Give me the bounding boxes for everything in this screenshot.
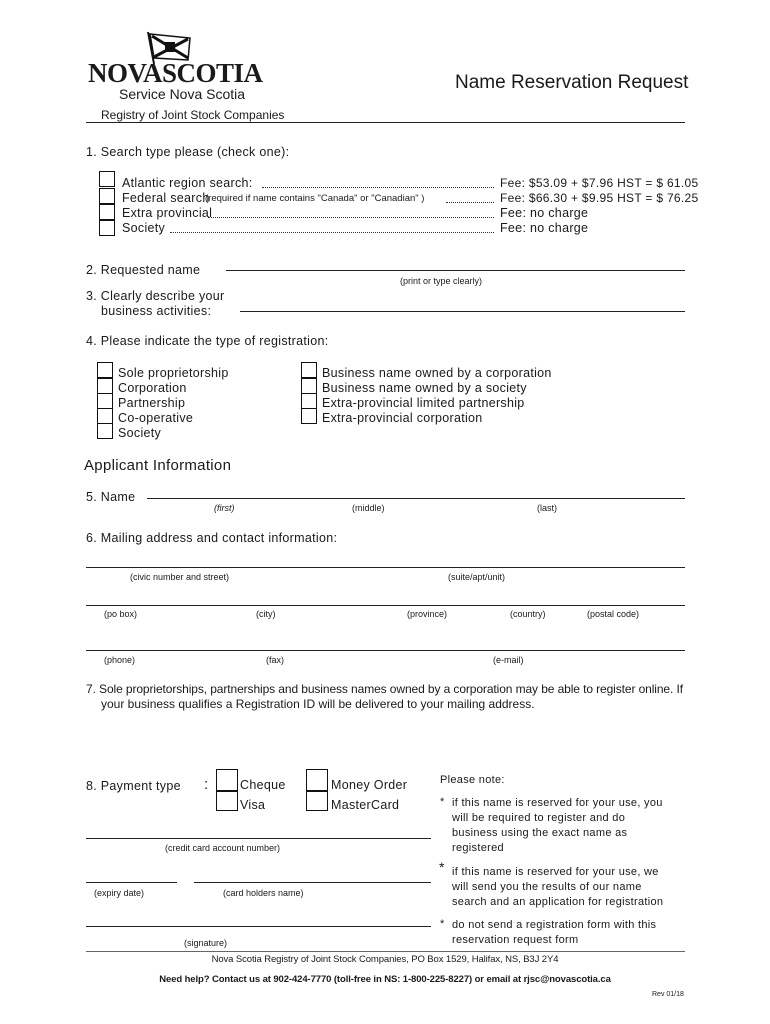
reg-type-partnership: Partnership [118, 396, 186, 410]
requested-name-hint: (print or type clearly) [400, 276, 483, 286]
phone-fax-email-field[interactable] [86, 650, 685, 651]
checkbox-money-order[interactable] [306, 769, 328, 791]
note-line: if this name is reserved for your use, you [452, 797, 663, 809]
fee-atlantic: Fee: $53.09 + $7.96 HST = $ 61.05 [500, 176, 699, 190]
province-label: (province) [407, 609, 448, 619]
name-first-label: (first) [214, 503, 235, 513]
leader-dots [446, 202, 494, 203]
reg-type-business-name-society: Business name owned by a society [322, 381, 527, 395]
q2-label: 2. Requested name [86, 263, 201, 277]
option-atlantic: Atlantic region search: [122, 176, 253, 190]
checkbox-federal[interactable] [99, 188, 115, 204]
checkbox-co-operative[interactable] [97, 408, 113, 424]
checkbox-sole-proprietorship[interactable] [97, 362, 113, 378]
leader-dots [208, 217, 494, 218]
email-label: (e-mail) [493, 655, 524, 665]
city-label: (city) [256, 609, 276, 619]
service-name: Service Nova Scotia [119, 86, 246, 102]
suite-label: (suite/apt/unit) [448, 572, 506, 582]
leader-dots [170, 232, 494, 233]
business-activities-field[interactable] [240, 311, 685, 312]
checkbox-atlantic[interactable] [99, 171, 115, 187]
note-line: search and an application for registration [452, 896, 664, 908]
footer-help: Need help? Contact us at 902-424-7770 (toll-free in NS: 1-800-225-8227) or email at rjsc@novascotia.ca [159, 974, 611, 985]
checkbox-partnership[interactable] [97, 393, 113, 409]
credit-card-number-field[interactable] [86, 838, 431, 839]
civic-address-field[interactable] [86, 567, 685, 568]
cc-number-label: (credit card account number) [165, 843, 281, 853]
note-line: registered [452, 842, 504, 854]
signature-field[interactable] [86, 926, 431, 927]
q7-line1: 7. Sole proprietorships, partnerships and business names owned by a corporation may be able to register online. If [86, 682, 683, 696]
note-bullet: * [440, 796, 445, 808]
requested-name-field[interactable] [226, 270, 685, 271]
checkbox-cheque[interactable] [216, 769, 238, 791]
registry-name: Registry of Joint Stock Companies [101, 108, 285, 122]
card-holder-name-field[interactable] [194, 882, 431, 883]
q3-label-line2: business activities: [101, 304, 212, 318]
civic-label: (civic number and street) [130, 572, 230, 582]
fax-label: (fax) [266, 655, 284, 665]
applicant-heading: Applicant Information [84, 457, 232, 474]
payment-mastercard: MasterCard [331, 798, 400, 812]
header-rule [86, 122, 685, 123]
name-middle-label: (middle) [352, 503, 385, 513]
expiry-label: (expiry date) [94, 888, 145, 898]
payment-cheque: Cheque [240, 778, 286, 792]
fee-society: Fee: no charge [500, 221, 589, 235]
leader-dots [262, 187, 494, 188]
note-line: reservation request form [452, 934, 579, 946]
q8-colon: : [204, 776, 209, 793]
checkbox-extra-provincial-corp[interactable] [301, 408, 317, 424]
reg-type-society: Society [118, 426, 162, 440]
footer-rule [86, 951, 685, 952]
checkbox-society[interactable] [97, 423, 113, 439]
footer-address: Nova Scotia Registry of Joint Stock Companies, PO Box 1529, Halifax, NS, B3J 2Y4 [211, 954, 559, 965]
expiry-date-field[interactable] [86, 882, 177, 883]
signature-label: (signature) [184, 938, 228, 948]
checkbox-business-name-society[interactable] [301, 378, 317, 394]
q4-label: 4. Please indicate the type of registration: [86, 334, 329, 348]
q8-label: 8. Payment type [86, 779, 181, 793]
payment-money-order: Money Order [331, 778, 408, 792]
reg-type-business-name-corporation: Business name owned by a corporation [322, 366, 552, 380]
q3-label-line1: 3. Clearly describe your [86, 289, 225, 303]
checkbox-business-name-corporation[interactable] [301, 362, 317, 378]
checkbox-extra-provincial[interactable] [99, 204, 115, 220]
note-line: will be required to register and do [452, 812, 626, 824]
note-line: do not send a registration form with this [452, 919, 657, 931]
phone-label: (phone) [104, 655, 136, 665]
q7-line2: your business qualifies a Registration ID will be delivered to your mailing address. [101, 697, 535, 711]
checkbox-mastercard[interactable] [306, 791, 328, 811]
postal-code-label: (postal code) [587, 609, 640, 619]
payment-visa: Visa [240, 798, 266, 812]
checkbox-visa[interactable] [216, 791, 238, 811]
country-label: (country) [510, 609, 546, 619]
note-line: if this name is reserved for your use, we [452, 866, 659, 878]
notes-heading: Please note: [440, 774, 505, 786]
po-box-city-field[interactable] [86, 605, 685, 606]
page-title: Name Reservation Request [455, 72, 689, 93]
logo-wordmark: NOVASCOTIA [88, 58, 263, 88]
reg-type-extra-provincial-corp: Extra-provincial corporation [322, 411, 483, 425]
note-line: will send you the results of our name [452, 881, 642, 893]
option-extra-provincial: Extra provincial [122, 206, 213, 220]
note-3 [452, 918, 656, 948]
option-society: Society [122, 221, 166, 235]
name-field[interactable] [147, 498, 685, 499]
name-last-label: (last) [537, 503, 557, 513]
po-box-label: (po box) [104, 609, 138, 619]
option-federal: Federal search [122, 191, 210, 205]
q5-label: 5. Name [86, 490, 136, 504]
federal-note: (required if name contains "Canada" or "Canadian" ) [205, 193, 425, 204]
revision: Rev 01/18 [652, 991, 684, 998]
reg-type-corporation: Corporation [118, 381, 187, 395]
note-bullet: * [439, 859, 445, 875]
reg-type-co-operative: Co-operative [118, 411, 194, 425]
reg-type-extra-provincial-lp: Extra-provincial limited partnership [322, 396, 525, 410]
checkbox-extra-provincial-lp[interactable] [301, 393, 317, 409]
fee-federal: Fee: $66.30 + $9.95 HST = $ 76.25 [500, 191, 699, 205]
holder-label: (card holders name) [223, 888, 304, 898]
note-bullet: * [440, 918, 445, 930]
checkbox-society-search[interactable] [99, 220, 115, 236]
reg-type-sole-proprietorship: Sole proprietorship [118, 366, 229, 380]
q6-label: 6. Mailing address and contact information: [86, 531, 338, 545]
note-2 [452, 865, 663, 910]
note-line: business using the exact name as [452, 827, 628, 839]
fee-extra-provincial: Fee: no charge [500, 206, 589, 220]
note-1 [452, 796, 663, 856]
q1-label: 1. Search type please (check one): [86, 145, 290, 159]
checkbox-corporation[interactable] [97, 378, 113, 394]
